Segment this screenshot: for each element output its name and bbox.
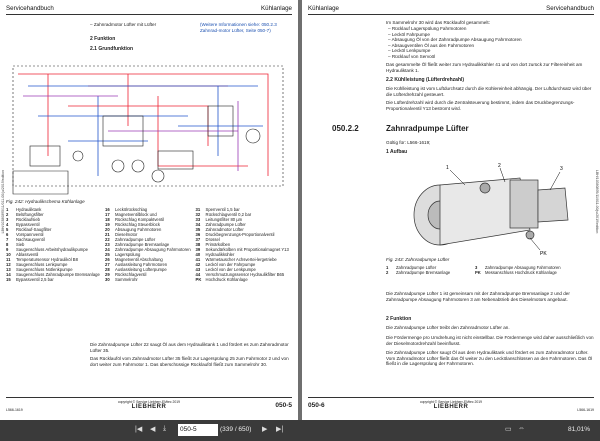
legend-number: 18 xyxy=(105,217,110,222)
legend-label: Magnetventilblock und xyxy=(115,212,157,217)
side-reference: LBH/10380895/11/011-00/ju/2019/edition xyxy=(595,170,599,234)
header-title: Servicehandbuch xyxy=(6,5,54,12)
legend-label: Lagerspülung xyxy=(115,252,141,257)
legend-number: 2 xyxy=(386,270,389,275)
legend-label: Leitungsfilter 80 µm xyxy=(205,217,243,222)
section-grundfunktion: 2.1 Grundfunktion xyxy=(90,46,134,52)
legend-number: 42 xyxy=(195,262,201,267)
legend-label: Rückschlag Kompaktventil xyxy=(115,217,165,222)
legend-number: 11 xyxy=(6,257,11,262)
svg-text:2: 2 xyxy=(498,163,501,169)
section-kuehlleistung: 2.2 Kühlleistung (Lüfterdrehzahl) xyxy=(386,77,465,83)
paragraph: Die Zahnradpumpe Lüfter 1 ist gemeinsam mit der Zahnradpumpe Bremsanlage 2 und der Zahnradpumpe Absaugung Fahrmotoren 3 am Nebenabtrieb des Dieselmotors angebaut. xyxy=(386,291,570,302)
bullet-item: – Absaugung Öl von der Zahnradpumpe Absaugung Fahrmotoren xyxy=(388,37,522,43)
legend-label: Hochdruck Kühlanlage xyxy=(205,277,248,282)
legend-label: Primärkolben xyxy=(205,242,231,247)
legend-number: 16 xyxy=(105,207,110,212)
left-page xyxy=(0,0,298,420)
legend-label: Absaugung Fahrmotoren xyxy=(115,227,162,232)
legend-number: 35 xyxy=(195,227,201,232)
download-icon[interactable]: ⤓ xyxy=(163,425,167,432)
legend-label: Sieb xyxy=(16,242,25,247)
legend-number: 32 xyxy=(195,212,201,217)
legend-number: 30 xyxy=(105,277,110,282)
legend-number: 3 xyxy=(474,265,478,270)
legend-number: 19 xyxy=(105,222,110,227)
legend-table xyxy=(6,207,294,282)
legend-number: 33 xyxy=(195,217,201,222)
legend-label: Zahnradmotor Lüfter xyxy=(205,227,244,232)
header-chapter: Kühlanlage xyxy=(261,5,292,12)
legend-label: Zahnradpumpe Absaugung Fahrmotoren xyxy=(115,247,191,252)
legend-label: Zahnradpumpe Lüfter xyxy=(396,265,437,270)
side-reference: LBH/10380895/11/011-00/ju/2019/edition xyxy=(1,170,5,234)
legend-label: Nachsaugventil xyxy=(16,237,45,242)
legend-number: 13 xyxy=(6,267,11,272)
legend-label: Lecköl von der Fahrpumpe xyxy=(205,262,256,267)
paragraph: Die Zahnradpumpe Lüfter saugt Öl aus dem Hydrauliktank und fördert es zum Zahnradmotor Lüfter. Vom Zahnradmotor Lüfter fließt das Öl weiter zu den Leckölanschlüssen an den Fahrmotoren. Das Öl fließt in die Lagerspülung der Fahrmotoren. xyxy=(386,350,593,367)
legend-label: Magnetventil Abschaltung xyxy=(115,257,163,262)
right-page xyxy=(302,0,600,420)
section-title: Zahnradpumpe Lüfter xyxy=(386,124,469,133)
bullet-item: – Rücklauf Lagerspülung Fahrmotoren xyxy=(388,26,467,31)
legend-number: PK xyxy=(474,270,481,275)
legend-label: Rückschlag Steuerblock xyxy=(115,222,160,227)
legend-number: 36 xyxy=(195,232,201,237)
legend-label: Hydrauliktank xyxy=(16,207,42,212)
figure-caption: Fig. 243: Zahnradpumpe Lüfter xyxy=(386,257,450,262)
legend-number: 24 xyxy=(105,247,110,252)
prev-page-icon[interactable]: ◀ xyxy=(150,426,156,433)
bullet-item: – Lecköl Lenkpumpe xyxy=(388,48,431,54)
legend-row xyxy=(6,277,294,282)
legend-number: 10 xyxy=(6,252,11,257)
legend-number: 15 xyxy=(6,277,11,282)
paragraph: Die Lüfterdrehzahl wird durch die Zentralsteuerung bestimmt, indem das Druckbegrenzungs-Proportionalventil Y13 bestromt wird. xyxy=(386,100,575,111)
page-count: (339 / 650) xyxy=(220,426,252,433)
intro-text: Im Sammelrohr 30 wird das Rücklauföl gesammelt: xyxy=(386,20,490,25)
legend-number: 6 xyxy=(6,232,9,237)
legend-number: 34 xyxy=(195,222,201,227)
legend-number: 5 xyxy=(6,227,9,232)
legend-label: Sekundärkolben mit Proportionalmagnet Y13 xyxy=(205,247,289,252)
copyright: copyright © Service Liebherr-EMtec 2019 xyxy=(419,400,483,404)
legend-label: Belüftungsfilter xyxy=(16,212,44,217)
legend-number: 40 xyxy=(195,252,201,257)
legend-label: Saugenschluss Lenkpumpe xyxy=(16,262,68,267)
page-number: 050-5 xyxy=(275,402,292,409)
legend-label: Bypassventil 2,5 bar xyxy=(16,277,54,282)
legend-label: Rückschlagventil 0,2 bar xyxy=(205,212,252,217)
legend-number: 3 xyxy=(6,217,9,222)
section-number: 050.2.2 xyxy=(332,124,359,133)
legend-number: 38 xyxy=(195,242,201,247)
legend-table xyxy=(386,265,594,275)
crossref-link[interactable]: (Weitere Informationen siehe: 050.2.3 Zahnrad-motor Lüfter, Seite 050-7) xyxy=(200,22,277,33)
section-aufbau: 1 Aufbau xyxy=(386,149,408,155)
legend-label: Druckbegrenzungs-Proportionalventil xyxy=(205,232,275,237)
legend-label: Sperrventil 1,5 bar xyxy=(205,207,240,212)
legend-label: Sammelrohr xyxy=(115,277,138,282)
svg-text:3: 3 xyxy=(560,166,563,172)
page-number-input[interactable] xyxy=(178,424,218,436)
legend-label: Zahnradpumpe Lüfter xyxy=(205,222,246,227)
legend-label: Zahnradpumpe Bremsanlage xyxy=(396,270,451,275)
legend-number: 17 xyxy=(105,212,110,217)
paragraph: Die Zahnradpumpe Lüfter treibt den Zahnradmotor Lüfter an. xyxy=(386,325,510,330)
header-title: Servicehandbuch xyxy=(546,5,594,12)
legend-label: Lecköl von der Lenkpumpe xyxy=(205,267,256,272)
legend-row xyxy=(386,270,594,275)
bullet-item: – Lecköl Fahrpumpe xyxy=(388,31,430,37)
paragraph: Die Fördermenge pro Umdrehung ist nicht einstellbar. Die Fördermenge wird daher ausschließlich von der Dieselmotordrehzahl beeinflusst. xyxy=(386,335,594,346)
svg-text:1: 1 xyxy=(446,165,449,171)
validity-note: Gültig für: L566-1619; xyxy=(386,140,431,145)
legend-number: 28 xyxy=(105,267,110,272)
first-page-icon[interactable]: |◀ xyxy=(135,426,143,433)
legend-label: Bypassventil xyxy=(16,222,40,227)
legend-label: Drossel xyxy=(205,237,220,242)
zoom-level[interactable]: 81,01% xyxy=(567,426,590,433)
legend-label: Verschmutzungssensor Hydraulikfilter B65 xyxy=(205,272,285,277)
legend-label: Hydraulikkühler xyxy=(205,252,235,257)
figure-caption: Fig. 242: Hydraulikschema Kühlanlage xyxy=(6,199,85,204)
legend-number: 1 xyxy=(386,265,389,270)
legend-label: Leckölrückschlag xyxy=(115,207,148,212)
legend-number: 2 xyxy=(6,212,9,217)
brand-logo: LIEBHERR xyxy=(433,404,469,410)
legend-row xyxy=(6,247,294,252)
bullet-item: – Absaugventilen Öl aus den Fahrmotoren xyxy=(388,42,475,48)
legend-number: 12 xyxy=(6,262,11,267)
legend-number: 21 xyxy=(105,232,110,237)
legend-number: 9 xyxy=(6,247,9,252)
page-footer xyxy=(6,397,292,412)
paragraph: Das Rücklauföl vom Zahnradmotor Lüfter 35 fließt zur Lagerspülung 25 zum Fahrmotor 2 und von dort weiter zum Fahrmotor 1. Das überschüssige Rücklauföl fließt zum Sammelrohr 30. xyxy=(90,356,289,367)
brand-logo: LIEBHERR xyxy=(131,404,167,410)
page-number: 050-6 xyxy=(308,402,325,409)
legend-label: Vorspannventil xyxy=(16,232,44,237)
section-funktion: 2 Funktion xyxy=(90,36,116,42)
section-funktion: 2 Funktion xyxy=(386,316,412,322)
legend-number: 27 xyxy=(105,262,110,267)
fit-page-icon[interactable]: ▭ xyxy=(505,426,512,433)
legend-number: 39 xyxy=(195,247,201,252)
legend-label: Zahnradpumpe Absaugung Fahrmotoren xyxy=(484,265,561,270)
legend-label: Auslassleitung Fahrmotoren xyxy=(115,262,168,267)
legend-label: Dieselmotor xyxy=(115,232,138,237)
paragraph: Das gesammelte Öl fließt weiter zum Hydraulikkühler 41 und von dort zurück zur Filtereinheit am Hydrauliktank 1. xyxy=(386,62,583,73)
model-id: L566-1619 xyxy=(577,408,594,412)
header-chapter: Kühlanlage xyxy=(308,5,339,12)
legend-number: 4 xyxy=(6,222,9,227)
bullet-item: – Rücklauf von Servoöl xyxy=(388,53,436,59)
legend-number: 43 xyxy=(195,267,201,272)
legend-label: Ablassventil xyxy=(16,252,39,257)
legend-label: Zahnradpumpe Lüfter xyxy=(115,237,156,242)
legend-number: 20 xyxy=(105,227,110,232)
legend-number: 14 xyxy=(6,272,11,277)
legend-number: PK xyxy=(195,277,202,282)
page-header xyxy=(308,3,594,15)
page-header xyxy=(6,3,292,15)
copyright: copyright © Service Liebherr-EMtec 2019 xyxy=(117,400,181,404)
legend-number: 41 xyxy=(195,257,201,262)
legend-number: 23 xyxy=(105,242,110,247)
pump-illustration xyxy=(390,160,590,256)
svg-text:PK: PK xyxy=(540,251,547,256)
viewer-toolbar xyxy=(0,420,600,441)
legend-label: Rückschlagventil xyxy=(115,272,147,277)
legend-number: 44 xyxy=(195,272,201,277)
legend-number: 8 xyxy=(6,242,9,247)
legend-number: 31 xyxy=(195,207,201,212)
legend-label: Saugenschluss Arbeitshydraulikpumpe xyxy=(16,247,88,252)
legend-label: Saugenschluss Zahnradpumpe Bremsanlage xyxy=(16,272,100,277)
legend-label: Auslassleitung Lüfterpumpe xyxy=(115,267,167,272)
hydraulic-schematic xyxy=(8,56,290,196)
paragraph: Die Kühlleistung ist vom Luftdurchsatz durch die Kühlereinheit abhängig. Der Luftdurchsatz wird über die Lüfterdrehzahl gesteuert. xyxy=(386,86,592,97)
last-page-icon[interactable]: ▶| xyxy=(276,426,284,433)
legend-label: Messanschluss Hochdruck Kühlanlage xyxy=(484,270,557,275)
next-page-icon[interactable]: ▶ xyxy=(262,426,268,433)
legend-number: 7 xyxy=(6,237,9,242)
fit-width-icon[interactable]: ⇔ xyxy=(518,425,525,432)
intro-bullet: – Zahnradmotor Lüfter mit Lüfter xyxy=(90,22,157,27)
legend-label: Rücklauf-Saugfilter xyxy=(16,227,52,232)
legend-label: Rücklaufsieb xyxy=(16,217,40,222)
bullet-list xyxy=(388,26,522,60)
legend-label: Wärmetauscher Achsvertei-lergetriebe xyxy=(205,257,277,262)
legend-label: Zahnradpumpe Bremsanlage xyxy=(115,242,170,247)
model-id: L566-1619 xyxy=(6,408,23,412)
legend-label: Saugenschluss Notlenkpumpe xyxy=(16,267,73,272)
legend-number: 1 xyxy=(6,207,9,212)
page-footer xyxy=(308,397,594,412)
paragraph: Die Zahnradpumpe Lüfter 22 saugt Öl aus dem Hydrauliktank 1 und fördert es zum Zahnradmotor Lüfter 35. xyxy=(90,342,289,353)
legend-number: 25 xyxy=(105,252,110,257)
legend-number: 26 xyxy=(105,257,110,262)
legend-number: 22 xyxy=(105,237,110,242)
legend-label: Temperatursensor Hydrauliköl B8 xyxy=(16,257,78,262)
legend-number: 29 xyxy=(105,272,110,277)
legend-number: 37 xyxy=(195,237,201,242)
